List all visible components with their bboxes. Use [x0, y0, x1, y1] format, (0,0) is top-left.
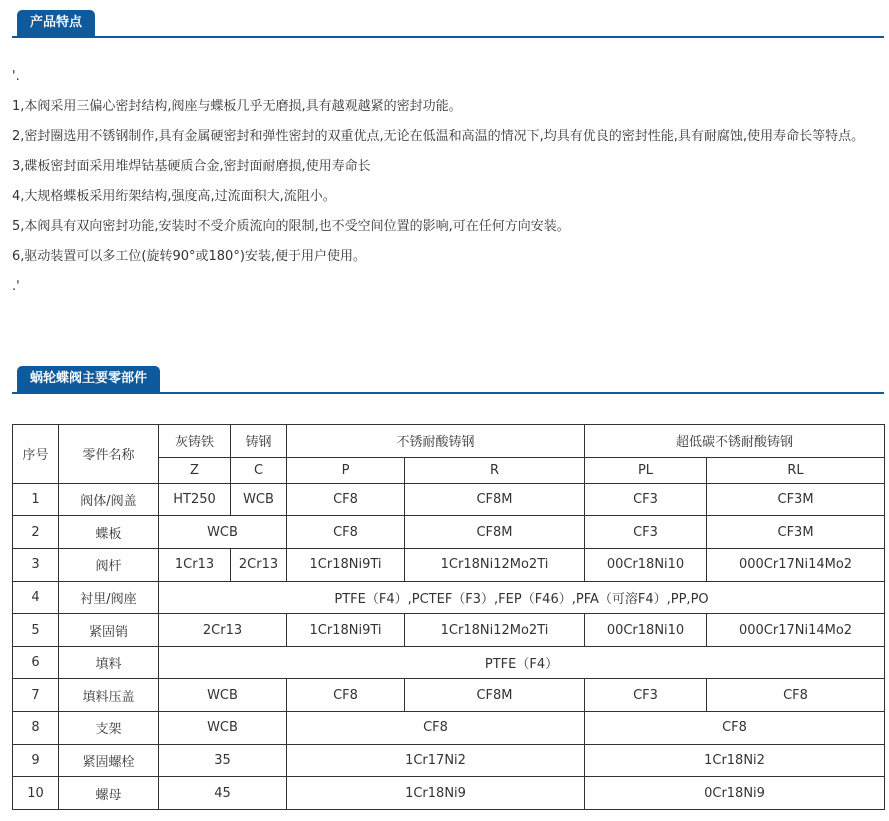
cell-seq: 1 — [13, 483, 59, 516]
cell-name: 紧固销 — [59, 614, 159, 647]
cell-name: 螺母 — [59, 777, 159, 810]
cell-p: 1Cr18Ni9Ti — [287, 614, 405, 647]
features-marker-bottom: .' — [12, 279, 20, 294]
section-tab-features[interactable]: 产品特点 — [17, 10, 95, 36]
header-cast-iron: 灰铸铁 — [159, 425, 231, 458]
cell-r: CF8M — [405, 516, 585, 549]
cell-plrl: 0Cr18Ni9 — [585, 777, 885, 810]
cell-zc: 45 — [159, 777, 287, 810]
code-z: Z — [159, 457, 231, 483]
feature-item-6: 6,驱动装置可以多工位(旋转90°或180°)安装,便于用户使用。 — [12, 249, 367, 264]
cell-name: 紧固螺栓 — [59, 744, 159, 777]
header-cast-steel: 铸钢 — [231, 425, 287, 458]
cell-rl: 000Cr17Ni14Mo2 — [707, 614, 885, 647]
cell-z: 1Cr13 — [159, 548, 231, 581]
cell-name: 填料压盖 — [59, 679, 159, 712]
cell-all: PTFE（F4）,PCTEF（F3）,FEP（F46）,PFA（可溶F4）,PP,PO — [159, 581, 885, 614]
cell-r: 1Cr18Ni12Mo2Ti — [405, 614, 585, 647]
code-pl: PL — [585, 457, 707, 483]
code-c: C — [231, 457, 287, 483]
header-part-name: 零件名称 — [59, 425, 159, 484]
cell-p: 1Cr18Ni9Ti — [287, 548, 405, 581]
cell-seq: 7 — [13, 679, 59, 712]
table-row — [13, 777, 885, 810]
cell-name: 填料 — [59, 646, 159, 679]
section-header-features — [12, 10, 884, 38]
table-row — [13, 614, 885, 647]
cell-rl: CF3M — [707, 516, 885, 549]
cell-zc: 2Cr13 — [159, 614, 287, 647]
cell-pr: CF8 — [287, 712, 585, 745]
cell-zc: WCB — [159, 516, 287, 549]
code-p: P — [287, 457, 405, 483]
feature-item-1: 1,本阀采用三偏心密封结构,阀座与蝶板几乎无磨损,具有越观越紧的密封功能。 — [12, 99, 462, 114]
cell-z: HT250 — [159, 483, 231, 516]
cell-seq: 9 — [13, 744, 59, 777]
features-list — [12, 62, 884, 302]
cell-pl: CF3 — [585, 516, 707, 549]
cell-c: WCB — [231, 483, 287, 516]
cell-all: PTFE（F4） — [159, 646, 885, 679]
cell-seq: 3 — [13, 548, 59, 581]
cell-c: 2Cr13 — [231, 548, 287, 581]
code-rl: RL — [707, 457, 885, 483]
section-header-parts — [12, 366, 884, 394]
feature-item-4: 4,大规格蝶板采用绗架结构,强度高,过流面积大,流阻小。 — [12, 189, 336, 204]
code-r: R — [405, 457, 585, 483]
cell-plrl: 1Cr18Ni2 — [585, 744, 885, 777]
cell-pr: 1Cr18Ni9 — [287, 777, 585, 810]
cell-rl: CF3M — [707, 483, 885, 516]
cell-name: 支架 — [59, 712, 159, 745]
cell-r: CF8M — [405, 679, 585, 712]
parts-table — [12, 424, 885, 810]
section-tab-parts[interactable]: 蜗轮蝶阀主要零部件 — [17, 366, 160, 392]
table-row — [13, 548, 885, 581]
table-row — [13, 679, 885, 712]
cell-seq: 5 — [13, 614, 59, 647]
cell-seq: 6 — [13, 646, 59, 679]
table-row — [13, 712, 885, 745]
cell-seq: 2 — [13, 516, 59, 549]
cell-pl: CF3 — [585, 679, 707, 712]
header-stainless: 不锈耐酸铸钢 — [287, 425, 585, 458]
cell-plrl: CF8 — [585, 712, 885, 745]
cell-seq: 10 — [13, 777, 59, 810]
cell-name: 阀杆 — [59, 548, 159, 581]
cell-seq: 8 — [13, 712, 59, 745]
cell-zc: WCB — [159, 679, 287, 712]
feature-item-5: 5,本阀具有双向密封功能,安装时不受介质流向的限制,也不受空间位置的影响,可在任何方向安装。 — [12, 219, 570, 234]
cell-rl: CF8 — [707, 679, 885, 712]
table-row — [13, 744, 885, 777]
feature-item-2: 2,密封圈选用不锈钢制作,具有金属硬密封和弹性密封的双重优点,无论在低温和高温的情况下,均具有优良的密封性能,具有耐腐蚀,使用寿命长等特点。 — [12, 129, 865, 144]
cell-zc: WCB — [159, 712, 287, 745]
cell-pl: CF3 — [585, 483, 707, 516]
header-ultralow: 超低碳不锈耐酸铸钢 — [585, 425, 885, 458]
cell-rl: 000Cr17Ni14Mo2 — [707, 548, 885, 581]
cell-name: 衬里/阀座 — [59, 581, 159, 614]
cell-seq: 4 — [13, 581, 59, 614]
table-row — [13, 516, 885, 549]
header-seq: 序号 — [13, 425, 59, 484]
features-marker-top: '. — [12, 69, 20, 84]
cell-name: 蝶板 — [59, 516, 159, 549]
table-row — [13, 483, 885, 516]
table-header-row — [13, 425, 885, 458]
cell-p: CF8 — [287, 483, 405, 516]
cell-zc: 35 — [159, 744, 287, 777]
cell-pl: 00Cr18Ni10 — [585, 614, 707, 647]
cell-p: CF8 — [287, 516, 405, 549]
cell-name: 阀体/阀盖 — [59, 483, 159, 516]
cell-r: 1Cr18Ni12Mo2Ti — [405, 548, 585, 581]
table-row — [13, 646, 885, 679]
feature-item-3: 3,碟板密封面采用堆焊钴基硬质合金,密封面耐磨损,使用寿命长 — [12, 159, 371, 174]
cell-pl: 00Cr18Ni10 — [585, 548, 707, 581]
cell-r: CF8M — [405, 483, 585, 516]
cell-p: CF8 — [287, 679, 405, 712]
table-row — [13, 581, 885, 614]
cell-pr: 1Cr17Ni2 — [287, 744, 585, 777]
